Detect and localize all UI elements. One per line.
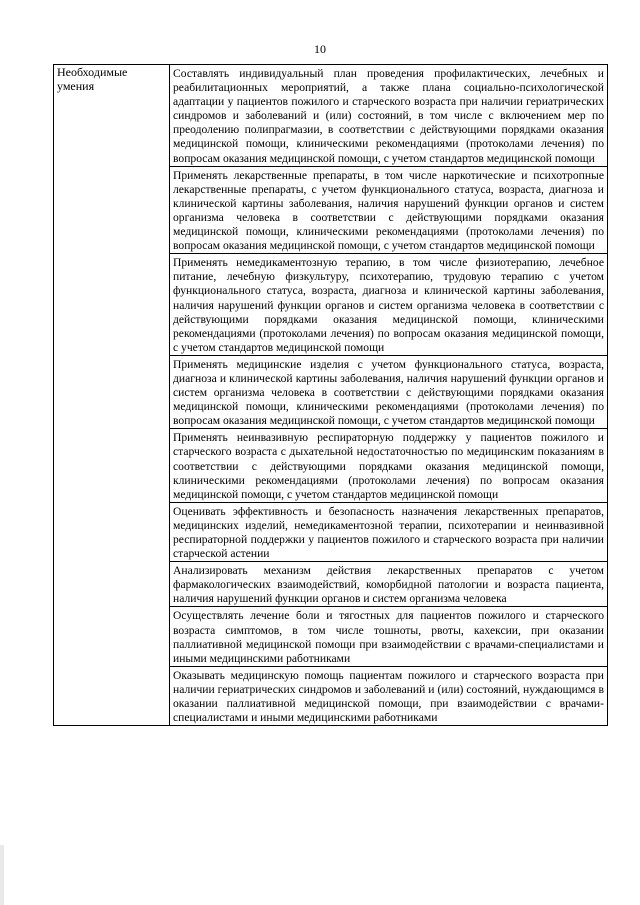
skill-text: Осуществлять лечение боли и тягостных для пациентов пожилого и старческого возраста симптомов, в том числе тошноты, рвоты, кахексии, при оказании паллиативной медицинской помощи при взаимодействии с врачами-специалистами и иными медицинскими работниками	[173, 609, 604, 665]
skill-text: Применять немедикаментозную терапию, в том числе физиотерапию, лечебное питание, лечебную физкультуру, психотерапию, трудовую терапию с учетом функционального статуса, возраста, диагноза и клинической картины заболевания, наличия нарушений функции органов и систем организма человека в соответствии с действующими порядками оказания медицинской помощи, клиническими рекомендациями (протоколами лечения) по вопросам оказания медицинской помощи, с учетом стандартов медицинской помощи	[173, 256, 604, 354]
skill-cell	[170, 355, 608, 428]
skills-table	[53, 64, 608, 726]
skill-cell	[170, 562, 608, 607]
skill-cell	[170, 65, 608, 167]
skill-text: Применять лекарственные препараты, в том числе наркотические и психотропные лекарственные препараты, с учетом функционального статуса, возраста, диагноза и клинической картины заболевания, наличия нарушений функции органов и систем организма человека в соответствии с действующими порядками оказания медицинской помощи, клиническими рекомендациями (протоколами лечения) по вопросам оказания медицинской помощи, с учетом стандартов медицинской помощи	[173, 168, 604, 253]
skill-cell	[170, 607, 608, 666]
page-number: 10	[314, 42, 326, 56]
skill-text: Оказывать медицинскую помощь пациентам пожилого и старческого возраста при наличии гериатрических синдромов и заболеваний и (или) состояний, нуждающимся в оказании паллиативной медицинской помощи, при взаимодействии с врачами-специалистами и иными медицинскими работниками	[173, 668, 604, 725]
skill-text: Оценивать эффективность и безопасность назначения лекарственных препаратов, медицинских изделий, немедикаментозной терапии, психотерапии и неинвазивной респираторной поддержки у пациентов пожилого и старческого возраста при наличии старческой астении	[173, 504, 604, 561]
scan-edge-mark	[0, 845, 4, 905]
skill-text: Применять медицинские изделия с учетом функционального статуса, возраста, диагноза и клинической картины заболевания, наличия нарушений функции органов и систем организма человека в соответствии с действующими порядками оказания медицинской помощи, клиническими рекомендациями (протоколами лечения) по вопросам оказания медицинской помощи, с учетом стандартов медицинской помощи	[173, 357, 604, 428]
skill-text: Применять неинвазивную респираторную поддержку у пациентов пожилого и старческого возраста с дыхательной недостаточностью по медицинским показаниям в соответствии с действующими порядками оказания медицинской помощи, клиническими рекомендациями (протоколами лечения) по вопросам оказания медицинской помощи, с учетом стандартов медицинской помощи	[173, 431, 604, 501]
skill-cell	[170, 666, 608, 725]
skill-cell	[170, 254, 608, 356]
skill-text: Анализировать механизм действия лекарственных препаратов с учетом фармакологических взаимодействий, коморбидной патологии и возраста пациента, наличия нарушений функции органов и систем организма человека	[173, 564, 604, 606]
skill-cell	[170, 166, 608, 254]
skill-text: Составлять индивидуальный план проведения профилактических, лечебных и реабилитационных мероприятий, а также плана социально-психологической адаптации у пациентов пожилого и старческого возраста при наличии гериатрических синдромов и заболеваний и (или) состояний, в том числе с включением мер по преодолению полипрагмазии, в соответствии с действующими порядками оказания медицинской помощи, клиническими рекомендациями (протоколами лечения) по вопросам оказания медицинской помощи, с учетом стандартов медицинской помощи	[173, 67, 604, 165]
skill-cell	[170, 502, 608, 561]
table-row	[54, 65, 608, 167]
section-label: Необходимые умения	[54, 65, 170, 726]
skill-cell	[170, 429, 608, 502]
